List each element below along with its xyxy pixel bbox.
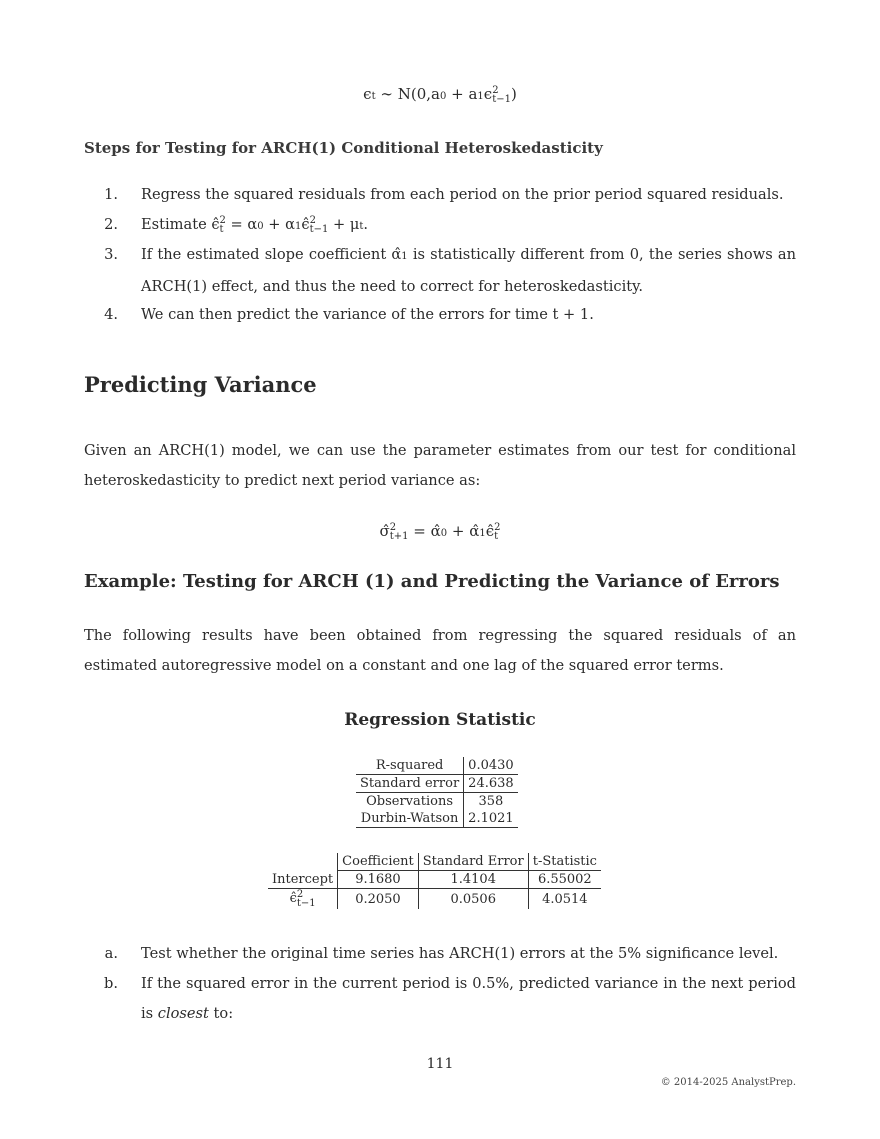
table-row	[268, 871, 601, 889]
list-item: 1. Regress the squared residuals from each period on the prior period squared residuals.	[104, 186, 784, 203]
page-number: 111	[426, 1056, 454, 1072]
table-row	[356, 810, 518, 828]
row-label: Intercept	[268, 871, 338, 889]
stat-label: Durbin-Watson	[356, 810, 464, 828]
list-item: 2. Estimate ϵ̂2 t = α0 + α1ϵ̂2 t−1 + μt.	[104, 215, 369, 235]
cell: 0.2050	[338, 889, 419, 910]
stat-value: 358	[478, 794, 504, 809]
table-row	[268, 889, 601, 910]
cell: 4.0514	[542, 891, 588, 907]
stat-label: Standard error	[356, 775, 464, 793]
header-cell	[268, 853, 338, 871]
header-cell: t-Statistic	[528, 853, 601, 871]
stat-value: 2.1021	[464, 810, 518, 828]
header-cell: Standard Error	[418, 853, 528, 871]
table-title: Regression Statistic	[344, 710, 536, 730]
stat-value: 0.0430	[464, 757, 518, 775]
row-label: ϵ̂2 t−1	[268, 889, 338, 910]
stat-value: 24.638	[464, 775, 518, 793]
intro-paragraph: Given an ARCH(1) model, we can use the parameter estimates from our test for conditional heteroskedasticity to predict next period variance as:	[84, 442, 796, 489]
table-row	[356, 757, 518, 775]
list-item: 4. We can then predict the variance of the errors for time t + 1.	[104, 306, 594, 323]
equation-variance-prediction: σ̂2 t+1 = α̂0 + α̂1ϵ̂2 t	[379, 522, 501, 542]
cell: 0.0506	[418, 889, 528, 910]
list-item: 3. If the estimated slope coefficient α̂1 is statistically different from 0, the series shows an ARCH(1) effect, and thus the need to correct for heteroskedasticity.	[104, 246, 796, 295]
copyright: © 2014-2025 AnalystPrep.	[660, 1077, 796, 1088]
header-cell: Coefficient	[338, 853, 419, 871]
table-row	[356, 793, 518, 811]
stat-label: Observations	[356, 793, 464, 811]
steps-heading: Steps for Testing for ARCH(1) Conditional Heteroskedasticity	[84, 139, 603, 157]
table-header-row	[268, 853, 601, 871]
equation-error-distribution: ϵt ∼ N(0,a0 + a1ϵ2 t−1)	[363, 85, 517, 105]
regression-statistics-table	[356, 757, 518, 828]
section-title: Predicting Variance	[84, 372, 317, 397]
stat-label: R-squared	[356, 757, 464, 775]
coefficient-table	[268, 853, 601, 909]
cell: 1.4104	[418, 871, 528, 889]
list-item: b. If the squared error in the current period is 0.5%, predicted variance in the next period is closest to:	[104, 975, 796, 1022]
cell: 9.1680	[338, 871, 419, 889]
list-item: a. Test whether the original time series has ARCH(1) errors at the 5% significance level.	[104, 945, 779, 962]
example-paragraph: The following results have been obtained from regressing the squared residuals of an estimated autoregressive model on a constant and one lag of the squared error terms.	[84, 627, 796, 674]
table-row	[356, 775, 518, 793]
cell: 6.55002	[528, 871, 601, 889]
example-title: Example: Testing for ARCH (1) and Predicting the Variance of Errors	[84, 571, 780, 592]
